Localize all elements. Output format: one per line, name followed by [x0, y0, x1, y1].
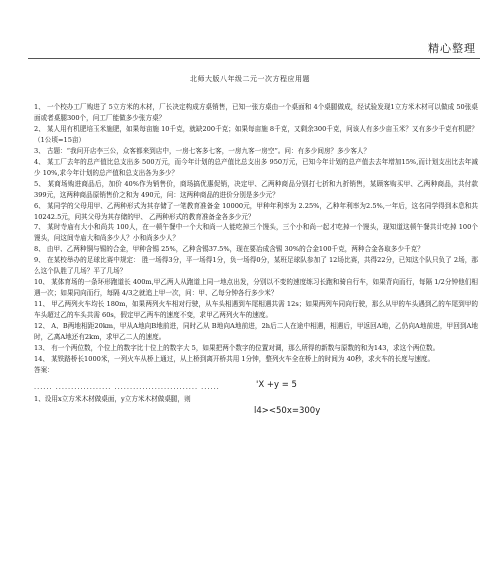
header-rule: [28, 58, 480, 59]
answer-1: 1、设用x立方米木材做桌面，y立方米木材做桌腿，则: [34, 394, 191, 403]
question-2: 2、 某人用有机肥培玉米施肥，如果每亩施 10千克，就缺200千克；如果每亩施 8千克，又剩余300千克，问该人有多少亩玉米？又有多少千克有机肥？（1公顷=15亩）: [34, 124, 478, 144]
question-8: 8、 由甲、乙两种铜与锡的合金，甲种含锡 25%，乙种含锡37.5%，现在要冶成含锡 30%的合金100千克，两种合金各取多少千克？: [34, 245, 424, 254]
question-5: 5、 某商场购进商品后，加价 40%作为销售价，商场搞优惠促销，决定甲、乙两种商品分别打七折和九折销售，某顾客购买甲、乙两种商品，共付款 399元，这两种商品原销售价之和为 490元，问：这两种商品的进价分别是多少元？: [34, 179, 478, 199]
answer-label: 答案：: [34, 365, 54, 374]
question-9: 9、 在某校举办的足球比赛中规定： 胜一场得3分，平一场得1分，负一场得0分，某班足球队参加了 12场比赛，共得22分，已知这个队只负了 2场，那么这个队胜了几场？平了几场？: [34, 256, 478, 276]
equation-row: [34, 378, 478, 416]
equation-dots: ...... .................. ........................... ......: [34, 382, 220, 391]
equation-line-1: 'X +y = 5: [256, 379, 297, 390]
question-6: 6、 某同学的父母用甲、乙两种形式为其存储了一笔教育准备金 10000元，甲种年利率为 2.25%，乙种年利率为2.5%,一年后，这名同学得到本息和共 10242.5元，问其父母为其存储的甲、 乙两种形式的教育准备金各多少元？: [34, 201, 478, 221]
question-11: 11、 甲乙两列火车均长 180m，如果两列火车相对行驶，从车头相遇到车尾相遇共需 12s；如果两列车同向行驶，那么从甲的车头遇到乙的车尾到甲的车头超过乙的车头共需 60s，假定甲乙两车的速度不变，求甲乙两列火车的速度。: [34, 300, 478, 320]
question-10: 10、 某体育场的一条环形跑道长 400m,甲乙两人从跑道上同一地点出发，分别以不变的速度练习长跑和骑自行车，如果背向而行，每隔 1/2分钟他们相遇一次；如果同向而行，每隔 4/3之就追上甲一次，问：甲、乙每分钟各行多少米？: [34, 278, 478, 298]
question-12: 12、 A、B两地相距20km，甲从A地向B地前进，同时乙从 B地向A地前进，2h后二人在途中相遇，相遇后，甲返回A地，乙仍向A地前进，甲回到A地时，乙离A地还有2km，求甲乙二人的速度。: [34, 322, 478, 342]
page-title: 北师大版八年级二元一次方程应用题: [190, 75, 310, 83]
equation-line-2: l4><50x=300y: [254, 405, 321, 416]
document-body: [34, 102, 478, 416]
question-7: 7、 某时寺庙有大小和尚共 100人，在一顿午餐中一个大和尚一人能吃掉三个馒头，三个小和尚一起才吃掉一个馒头，现知道这顿午餐共计吃掉 100个馒头，问这间寺庙大和尚多少人？小和尚多少人？: [34, 223, 478, 243]
question-14: 14、 某铁路桥长1000米，一列火车从桥上通过，从上桥到离开桥共用 1分钟，整列火车全在桥上的时间为 40秒，求火车的长度与速度。: [34, 354, 435, 363]
header-mark: 精心整理: [428, 42, 476, 55]
question-1: 1、 一个校办工厂购进了 5立方米的木材，厂长决定构成方桌销售，已知一张方桌由一个桌面和 4个桌腿做成，经试验发现1立方米木材可以做成 50张桌面或者桌腿300个，问工厂能做多少张方桌？: [34, 103, 478, 122]
question-13: 13、 有一个两位数，个位上的数字比十位上的数字大 5，如果把两个数字的位置对调，那么所得的新数与原数的和为143，求这个两位数。: [34, 343, 440, 352]
question-3: 3、 古题：“我问开店李三公，众客都来到店中，一房七客多七客，一房九客一房空”。问：有多少间房？多少客人？: [34, 146, 371, 155]
question-4: 4、 某工厂去年的总产值比总支出多 500万元，而今年计划的总产值比总支出多 950万元，已知今年计划的总产值去去年增加15%,而计划支出比去年减少 10%,求今年计划的总产值和总支出各为多少？: [34, 157, 478, 177]
